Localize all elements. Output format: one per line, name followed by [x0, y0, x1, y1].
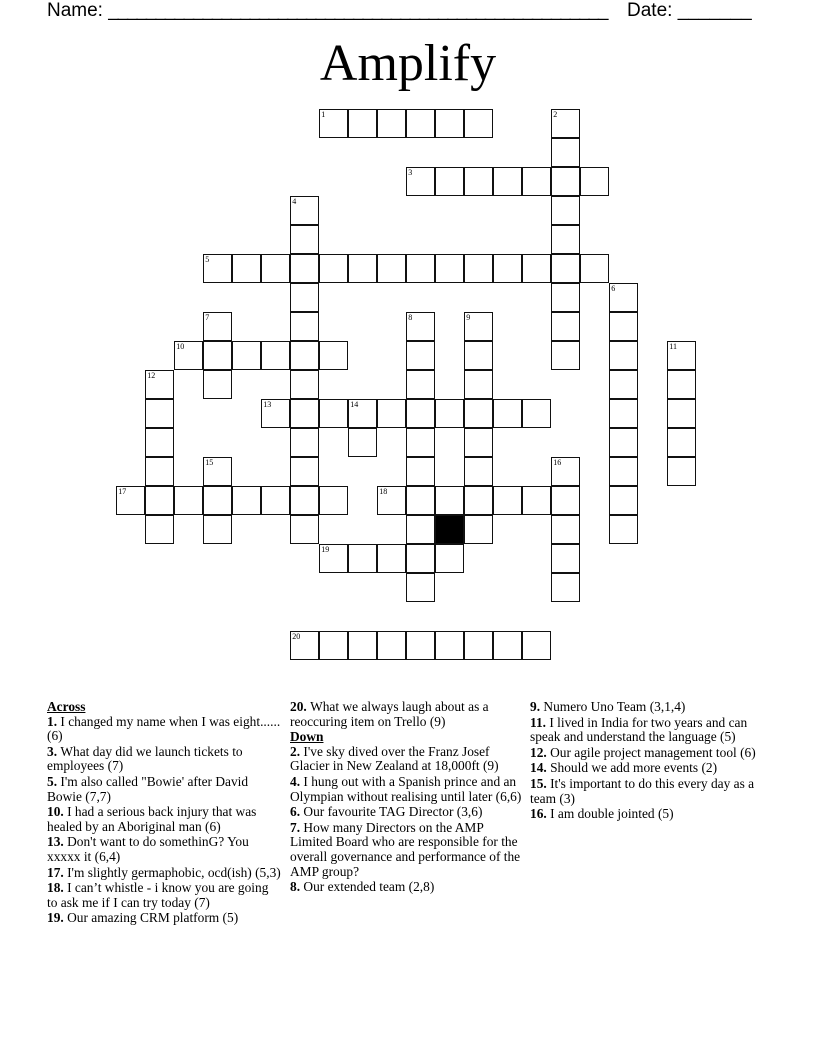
across-clue: 13. Don't want to do somethinG? You xxxxx it (6,4): [47, 834, 249, 864]
across-clue: 10. I had a serious back injury that was healed by an Aboriginal man (6): [47, 804, 257, 834]
grid-cell[interactable]: [551, 515, 580, 544]
grid-cell[interactable]: [290, 341, 319, 370]
clue-number: 3: [47, 743, 54, 759]
grid-cell[interactable]: [348, 399, 377, 428]
grid-cell[interactable]: [493, 399, 522, 428]
across-clue: 5. I'm also called "Bowie' after David Bowie (7,7): [47, 773, 249, 804]
clue-text: Should we add more events (2): [550, 760, 718, 776]
grid-cell[interactable]: [261, 486, 290, 515]
grid-cell[interactable]: [406, 631, 435, 660]
grid-cell[interactable]: [203, 341, 232, 370]
grid-cell[interactable]: [435, 109, 464, 138]
grid-cell[interactable]: [290, 631, 319, 660]
grid-cell[interactable]: [203, 486, 232, 515]
clue-number: 9: [530, 699, 537, 714]
clue-number: 4: [292, 197, 297, 207]
grid-cell[interactable]: [319, 399, 348, 428]
clue-text: Numero Uno Team (3,1,4): [543, 699, 686, 714]
clue-text: Our extended team (2,8): [303, 879, 435, 895]
grid-cell[interactable]: [464, 399, 493, 428]
grid-cell[interactable]: [609, 283, 638, 312]
clue-number: 7: [205, 313, 210, 323]
grid-cell[interactable]: [406, 312, 435, 341]
clue-number: 2: [553, 110, 558, 120]
date-label: Date:: [627, 0, 678, 21]
grid-cell[interactable]: [377, 399, 406, 428]
clue-number: 1: [47, 713, 54, 729]
across-clue: 17. I'm slightly germaphobic, ocd(ish) (5,3): [47, 864, 281, 880]
clue-text: I hung out with a Spanish prince and an Olympian without realising until later (6,6): [290, 773, 522, 804]
clue-number: 1: [321, 110, 326, 120]
down-clue: 8. Our extended team (2,8): [290, 879, 435, 895]
grid-cell[interactable]: [493, 254, 522, 283]
clue-text: What day did we launch tickets to employees (7): [47, 743, 243, 774]
grid-cell[interactable]: [435, 544, 464, 573]
puzzle-title: Amplify: [319, 35, 497, 92]
grid-cell[interactable]: [464, 312, 493, 341]
grid-cell[interactable]: [406, 544, 435, 573]
grid-cell[interactable]: [377, 254, 406, 283]
grid-cell[interactable]: [667, 428, 696, 457]
clue-number: 9: [466, 313, 471, 323]
grid-cell[interactable]: [580, 254, 609, 283]
grid-cell[interactable]: [406, 167, 435, 196]
grid-cell[interactable]: [145, 399, 174, 428]
grid-cell[interactable]: [290, 428, 319, 457]
clue-number: 7: [290, 819, 297, 835]
clue-number: 17: [118, 487, 127, 497]
clue-text: I'm slightly germaphobic, ocd(ish) (5,3): [67, 864, 281, 880]
clue-number: 10: [47, 804, 61, 820]
grid-cell[interactable]: [290, 515, 319, 544]
grid-cell[interactable]: [551, 457, 580, 486]
down-clue: 2. I've sky dived over the Franz Josef Glacier in New Zealand at 18,000ft (9): [290, 743, 499, 774]
clue-number: 20: [290, 699, 304, 714]
grid-cell[interactable]: [116, 486, 145, 515]
clue-text: I lived in India for two years and can speak and understand the language (5): [530, 714, 748, 745]
grid-cell[interactable]: [551, 573, 580, 602]
grid-cell[interactable]: [406, 399, 435, 428]
clue-text: Our favourite TAG Director (3,6): [303, 804, 483, 820]
grid-cell[interactable]: [493, 167, 522, 196]
grid-cell[interactable]: [551, 254, 580, 283]
down-clue: 9. Numero Uno Team (3,1,4): [530, 699, 686, 714]
grid-cell[interactable]: [609, 486, 638, 515]
grid-cell[interactable]: [348, 544, 377, 573]
grid-cell[interactable]: [261, 399, 290, 428]
grid-cell[interactable]: [551, 283, 580, 312]
grid-cell[interactable]: [290, 312, 319, 341]
across-clue: 3. What day did we launch tickets to employees (7): [47, 743, 243, 774]
clue-number: 15: [530, 775, 544, 791]
grid-cell[interactable]: [435, 167, 464, 196]
grid-cell[interactable]: [203, 254, 232, 283]
grid-cell[interactable]: [406, 428, 435, 457]
grid-cell[interactable]: [203, 457, 232, 486]
grid-cell[interactable]: [261, 254, 290, 283]
grid-cell[interactable]: [232, 341, 261, 370]
grid-cell[interactable]: [464, 486, 493, 515]
clue-text: What we always laugh about as a reoccuring item on Trello (9): [290, 699, 489, 729]
across-clue: 19. Our amazing CRM platform (5): [47, 910, 239, 926]
grid-cell[interactable]: [551, 486, 580, 515]
grid-cell[interactable]: [203, 312, 232, 341]
grid-cell[interactable]: [319, 341, 348, 370]
down-clue: 16. I am double jointed (5): [530, 806, 674, 822]
clue-text: How many Directors on the AMP Limited Board who are responsible for the overall governance and performance of the AMP group?: [290, 819, 521, 879]
grid-cell[interactable]: [667, 341, 696, 370]
name-line[interactable]: _____________________________________________________: [108, 0, 608, 21]
clue-number: 14: [350, 400, 359, 410]
grid-cell[interactable]: [464, 254, 493, 283]
across-clue: 1. I changed my name when I was eight......(6): [47, 713, 281, 744]
grid-cell[interactable]: [435, 254, 464, 283]
clue-number: 10: [176, 342, 185, 352]
grid-cell[interactable]: [551, 138, 580, 167]
date-line[interactable]: _______: [677, 0, 752, 21]
clue-number: 19: [47, 910, 61, 926]
grid-cell[interactable]: [551, 341, 580, 370]
grid-cell[interactable]: [464, 457, 493, 486]
clue-text: Don't want to do somethinG? You xxxxx it (6,4): [47, 834, 249, 864]
black-cell: [435, 515, 464, 544]
down-heading: Down: [290, 729, 324, 745]
grid-cell[interactable]: [609, 312, 638, 341]
across-clue: 18. I can’t whistle - i know you are going to ask me if I can try today (7): [47, 880, 269, 910]
clue-number: 4: [290, 773, 297, 789]
grid-cell[interactable]: [609, 399, 638, 428]
grid-cell[interactable]: [493, 631, 522, 660]
grid-cell[interactable]: [319, 631, 348, 660]
grid-cell[interactable]: [609, 515, 638, 544]
grid-cell[interactable]: [406, 109, 435, 138]
down-clue: 14. Should we add more events (2): [530, 760, 718, 776]
grid-cell[interactable]: [435, 486, 464, 515]
grid-cell[interactable]: [348, 631, 377, 660]
grid-cell[interactable]: [377, 631, 406, 660]
clue-number: 13: [263, 400, 272, 410]
grid-cell[interactable]: [435, 631, 464, 660]
clue-number: 18: [47, 880, 61, 896]
grid-cell[interactable]: [464, 428, 493, 457]
grid-cell[interactable]: [464, 109, 493, 138]
grid-cell[interactable]: [609, 428, 638, 457]
across-heading: Across: [47, 699, 86, 714]
grid-cell[interactable]: [203, 370, 232, 399]
clue-text: I changed my name when I was eight......(6): [47, 713, 281, 744]
grid-cell[interactable]: [145, 486, 174, 515]
grid-cell[interactable]: [261, 341, 290, 370]
grid-cell[interactable]: [290, 370, 319, 399]
clue-number: 16: [553, 458, 562, 468]
grid-cell[interactable]: [522, 399, 551, 428]
grid-cell[interactable]: [319, 486, 348, 515]
clue-number: 19: [321, 545, 330, 555]
clue-number: 11: [669, 342, 677, 352]
clue-number: 5: [47, 773, 54, 789]
grid-cell[interactable]: [319, 109, 348, 138]
clue-text: I can’t whistle - i know you are going to ask me if I can try today (7): [47, 880, 269, 910]
clue-number: 5: [205, 255, 210, 265]
clue-text: I had a serious back injury that was healed by an Aboriginal man (6): [47, 804, 257, 834]
name-label: Name:: [47, 0, 109, 21]
clue-number: 20: [292, 632, 301, 642]
grid-cell[interactable]: [522, 486, 551, 515]
grid-cell[interactable]: [493, 486, 522, 515]
clue-number: 16: [530, 806, 544, 822]
grid-cell[interactable]: [406, 573, 435, 602]
down-clue: 4. I hung out with a Spanish prince and an Olympian without realising until later (6,6): [290, 773, 522, 804]
grid-cell[interactable]: [348, 109, 377, 138]
clue-number: 18: [379, 487, 388, 497]
clue-number: 6: [290, 804, 297, 820]
grid-cell[interactable]: [290, 399, 319, 428]
grid-cell[interactable]: [609, 341, 638, 370]
grid-cell[interactable]: [435, 399, 464, 428]
grid-cell[interactable]: [377, 486, 406, 515]
grid-cell[interactable]: [406, 370, 435, 399]
clue-number: 12: [147, 371, 156, 381]
clue-text: Our agile project management tool (6): [550, 744, 756, 760]
grid-cell[interactable]: [174, 341, 203, 370]
grid-cell[interactable]: [377, 109, 406, 138]
clue-number: 17: [47, 864, 61, 880]
grid-cell[interactable]: [203, 515, 232, 544]
name-field[interactable]: [47, 0, 607, 22]
grid-cell[interactable]: [406, 341, 435, 370]
grid-cell[interactable]: [174, 486, 203, 515]
down-clue: 11. I lived in India for two years and can speak and understand the language (5): [530, 714, 748, 745]
grid-cell[interactable]: [290, 196, 319, 225]
clue-text: I'm also called "Bowie' after David Bowie (7,7): [47, 773, 249, 804]
grid-cell[interactable]: [464, 167, 493, 196]
clue-text: I am double jointed (5): [550, 806, 674, 822]
grid-cell[interactable]: [290, 457, 319, 486]
grid-cell[interactable]: [522, 254, 551, 283]
grid-cell[interactable]: [319, 544, 348, 573]
grid-cell[interactable]: [377, 544, 406, 573]
grid-cell[interactable]: [290, 225, 319, 254]
grid-cell[interactable]: [522, 631, 551, 660]
clue-number: 15: [205, 458, 214, 468]
grid-cell[interactable]: [667, 457, 696, 486]
grid-cell[interactable]: [406, 486, 435, 515]
grid-cell[interactable]: [667, 399, 696, 428]
grid-cell[interactable]: [406, 254, 435, 283]
clue-number: 12: [530, 744, 544, 760]
grid-cell[interactable]: [145, 428, 174, 457]
down-clue: 12. Our agile project management tool (6): [530, 744, 756, 760]
grid-cell[interactable]: [551, 544, 580, 573]
across-clue: 20. What we always laugh about as a reoccuring item on Trello (9): [290, 699, 489, 729]
grid-cell[interactable]: [551, 225, 580, 254]
clue-number: 6: [611, 284, 616, 294]
grid-cell[interactable]: [348, 428, 377, 457]
clue-number: 8: [290, 879, 297, 895]
down-clue: 6. Our favourite TAG Director (3,6): [290, 804, 483, 820]
grid-cell[interactable]: [232, 254, 261, 283]
clue-number: 13: [47, 834, 61, 850]
clue-number: 2: [290, 743, 297, 759]
grid-cell[interactable]: [551, 109, 580, 138]
clue-number: 14: [530, 760, 544, 776]
clue-text: I've sky dived over the Franz Josef Glacier in New Zealand at 18,000ft (9): [290, 743, 499, 774]
grid-cell[interactable]: [551, 312, 580, 341]
grid-cell[interactable]: [406, 457, 435, 486]
down-clue: 15. It's important to do this every day as a team (3): [530, 775, 755, 806]
grid-cell[interactable]: [145, 457, 174, 486]
grid-cell[interactable]: [348, 254, 377, 283]
down-clue: 7. How many Directors on the AMP Limited Board who are responsible for the overall governance and performance of the AMP group?: [290, 819, 521, 879]
grid-cell[interactable]: [290, 486, 319, 515]
clue-number: 8: [408, 313, 413, 323]
grid-cell[interactable]: [551, 167, 580, 196]
clues-column-1: [47, 700, 282, 927]
clue-text: It's important to do this every day as a team (3): [530, 775, 755, 806]
clue-number: 3: [408, 168, 413, 178]
grid-cell[interactable]: [609, 370, 638, 399]
grid-cell[interactable]: [145, 370, 174, 399]
date-field[interactable]: [627, 0, 752, 22]
grid-cell[interactable]: [464, 631, 493, 660]
grid-cell[interactable]: [667, 370, 696, 399]
grid-cell[interactable]: [522, 167, 551, 196]
grid-cell[interactable]: [464, 370, 493, 399]
grid-cell[interactable]: [464, 515, 493, 544]
grid-cell[interactable]: [319, 254, 348, 283]
grid-cell[interactable]: [406, 515, 435, 544]
grid-cell[interactable]: [464, 341, 493, 370]
grid-cell[interactable]: [232, 486, 261, 515]
grid-cell[interactable]: [290, 283, 319, 312]
clues-column-3: [530, 700, 760, 823]
grid-cell[interactable]: [290, 254, 319, 283]
grid-cell[interactable]: [609, 457, 638, 486]
clues-column-2: [290, 700, 522, 896]
clue-text: Our amazing CRM platform (5): [67, 910, 239, 926]
grid-cell[interactable]: [580, 167, 609, 196]
grid-cell[interactable]: [551, 196, 580, 225]
clue-number: 11: [530, 714, 543, 730]
grid-cell[interactable]: [145, 515, 174, 544]
